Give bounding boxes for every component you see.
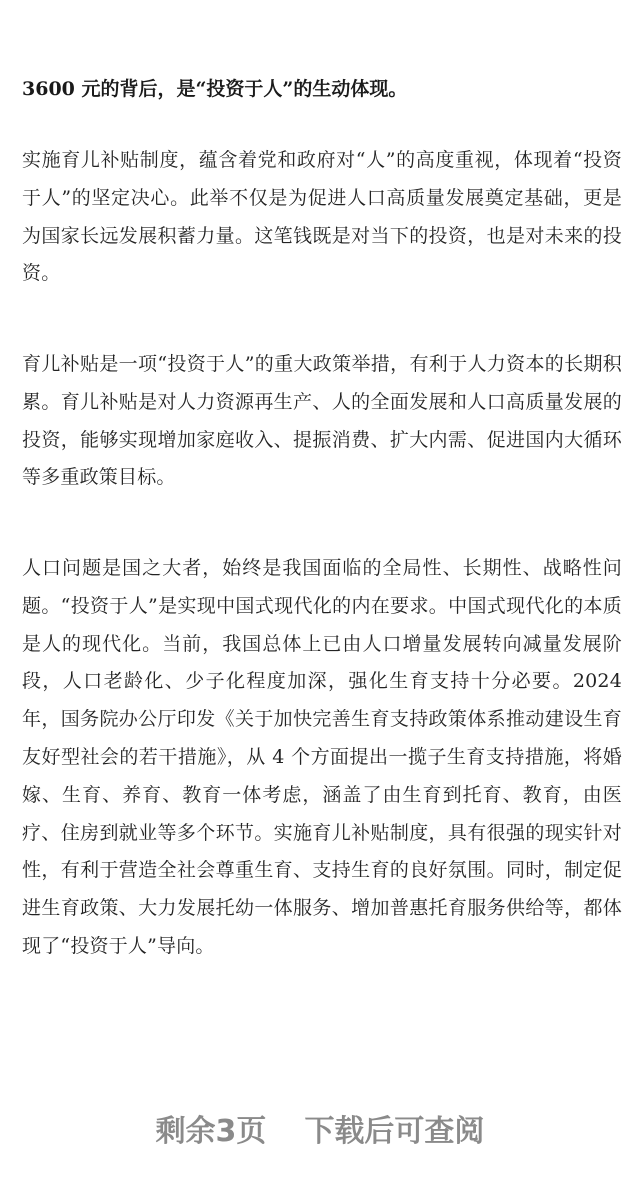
download-hint-label[interactable]: 下载后可查阅 [304,1114,485,1149]
paragraph-2: 育儿补贴是一项“投资于人”的重大政策举措，有利于人力资本的长期积累。育儿补贴是对人力资源再生产、人的全面发展和人口高质量发展的投资，能够实现增加家庭收入、提振消费、扩大内需、促进国内大循环等多重政策目标。 [22,353,622,489]
paragraph-3: 人口问题是国之大者，始终是我国面临的全局性、长期性、战略性问题。“投资于人”是实现中国式现代化的内在要求。中国式现代化的本质是人的现代化。当前，我国总体上已由人口增量发展转向减量发展阶段，人口老龄化、少子化程度加深，强化生育支持十分必要。2024年，国务院办公厅印发《关于加快完善生育支持政策体系推动建设生育友好型社会的若干措施》，从 4 个方面提出一揽子生育支持措施，将婚嫁、生育、养育、教育一体考虑，涵盖了由生育到托育、教育，由医疗、住房到就业等多个环节。实施育儿补贴制度，具有很强的现实针对性，有利于营造全社会尊重生育、支持生育的良好氛围。同时，制定促进生育政策、大力发展托幼一体服务、增加普惠托育服务供给等，都体现了“投资于人”导向。 [22,557,622,957]
remaining-pages-label: 剩余3页 [155,1114,267,1149]
paragraph-1: 实施育儿补贴制度，蕴含着党和政府对“人”的高度重视，体现着“投资于人”的坚定决心。此举不仅是为促进人口高质量发展奠定基础，更是为国家长远发展积蓄力量。这笔钱既是对当下的投资，也是对未来的投资。 [22,149,622,285]
section-heading: 3600 元的背后，是“投资于人”的生动体现。 [22,78,408,100]
download-prompt[interactable] [0,1112,640,1152]
